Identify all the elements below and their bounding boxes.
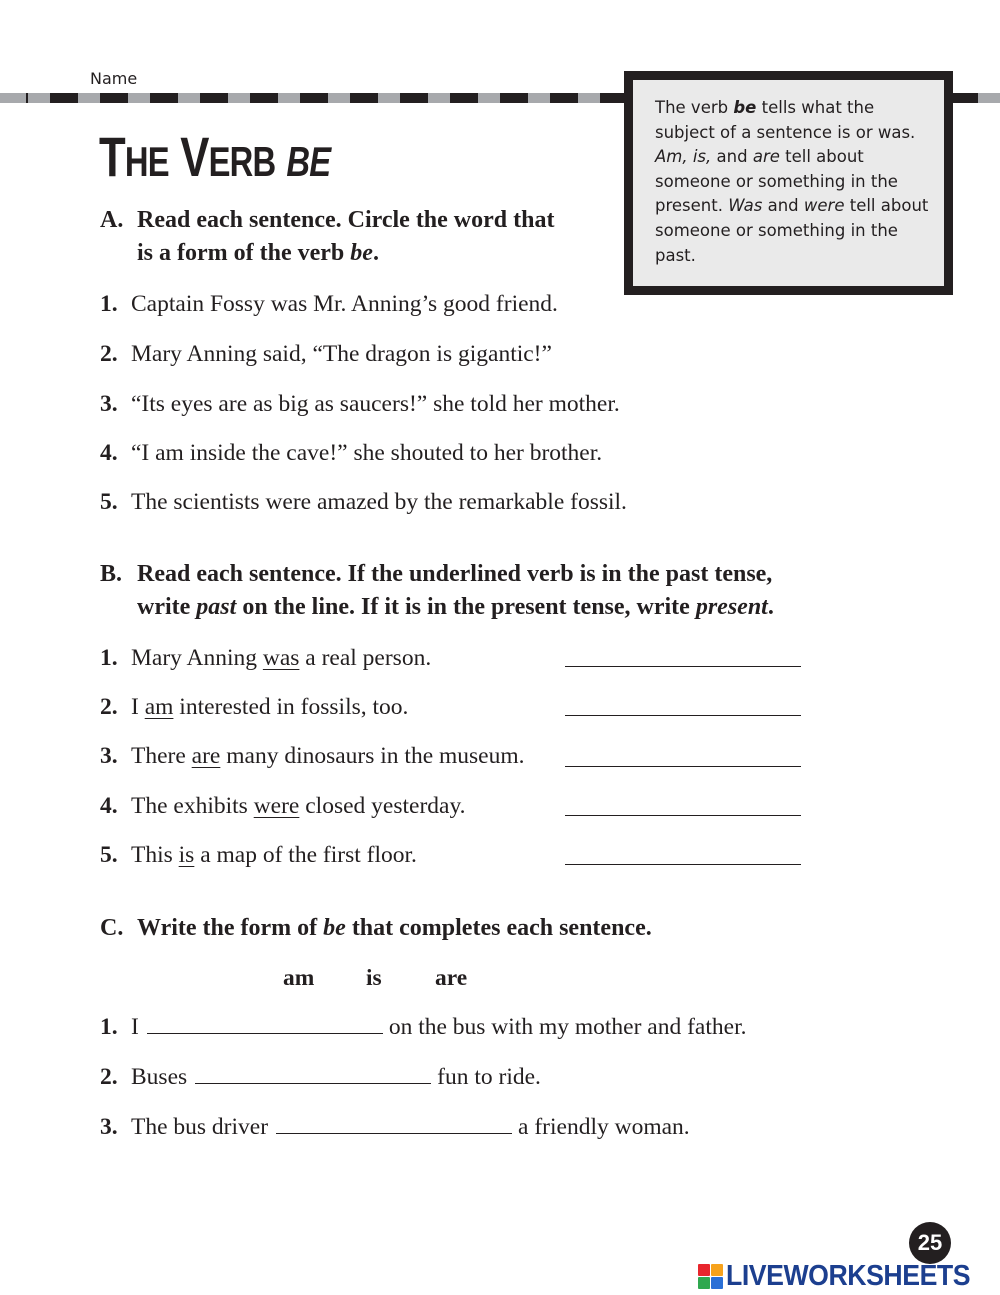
- info-box: [624, 71, 953, 295]
- info-be: be: [733, 98, 757, 117]
- logo-blocks-icon: [698, 1264, 723, 1289]
- section-c-instructions: C. Write the form of be that completes each sentence.: [100, 915, 652, 941]
- section-b-item: 1. Mary Anning was a real person.: [100, 645, 432, 671]
- answer-line[interactable]: [565, 864, 801, 865]
- answer-line[interactable]: [565, 766, 801, 767]
- answer-line[interactable]: [147, 1032, 383, 1034]
- info-are: are: [752, 147, 780, 167]
- section-a-instructions: A. Read each sentence. Circle the word that is a form of the verb be.: [100, 207, 555, 266]
- info-text: tell about someone or something in the present.: [655, 147, 898, 216]
- section-b-item: 2. I am interested in fossils, too.: [100, 694, 409, 720]
- word-bank-are: are: [435, 965, 468, 991]
- underlined-verb: was: [262, 645, 300, 671]
- answer-line[interactable]: [565, 815, 801, 816]
- section-b-instructions: B. Read each sentence. If the underlined verb is in the past tense, write past on the line. If it is in the present tense, write present.: [100, 561, 774, 620]
- section-a-item[interactable]: 3. “Its eyes are as big as saucers!” she told her mother.: [100, 391, 620, 417]
- info-text: tells what the subject of a sentence is or was.: [655, 98, 916, 142]
- liveworksheets-logo[interactable]: [698, 1262, 991, 1290]
- section-a-item[interactable]: 5. The scientists were amazed by the remarkable fossil.: [100, 489, 627, 515]
- info-text: and: [711, 147, 753, 167]
- underlined-verb: am: [144, 694, 174, 720]
- section-a-item[interactable]: 4. “I am inside the cave!” she shouted to her brother.: [100, 440, 603, 466]
- answer-line[interactable]: [276, 1132, 512, 1134]
- section-c-item: 2. Buses fun to ride.: [100, 1064, 541, 1090]
- info-am-is: Am, is,: [655, 147, 712, 167]
- brand-name: LIVEWORKSHEETS: [726, 1260, 971, 1292]
- info-text: tell about someone or something in the past.: [655, 196, 929, 265]
- section-a-item[interactable]: 1. Captain Fossy was Mr. Anning’s good friend.: [100, 291, 558, 317]
- section-c-item: 1. I on the bus with my mother and father.: [100, 1014, 747, 1040]
- underlined-verb: are: [191, 743, 221, 769]
- page-title: THE VERB BE: [99, 125, 331, 188]
- section-a-item[interactable]: 2. Mary Anning said, “The dragon is gigantic!”: [100, 341, 552, 367]
- section-b-item: 4. The exhibits were closed yesterday.: [100, 793, 466, 819]
- info-were: were: [803, 196, 845, 216]
- section-b-item: 5. This is a map of the first floor.: [100, 842, 417, 868]
- section-c-item: 3. The bus driver a friendly woman.: [100, 1114, 690, 1140]
- info-text: The verb: [655, 98, 734, 117]
- underlined-verb: were: [253, 793, 300, 819]
- name-label: Name: [90, 69, 138, 88]
- info-was: Was: [728, 196, 763, 216]
- answer-line[interactable]: [565, 715, 801, 716]
- answer-line[interactable]: [195, 1082, 431, 1084]
- page-number: 25: [909, 1222, 951, 1264]
- word-bank-am: am: [283, 965, 315, 991]
- word-bank-is: is: [366, 965, 382, 991]
- underlined-verb: is: [178, 842, 195, 868]
- answer-line[interactable]: [565, 666, 801, 667]
- info-text: and: [762, 196, 804, 216]
- section-b-item: 3. There are many dinosaurs in the museum.: [100, 743, 525, 769]
